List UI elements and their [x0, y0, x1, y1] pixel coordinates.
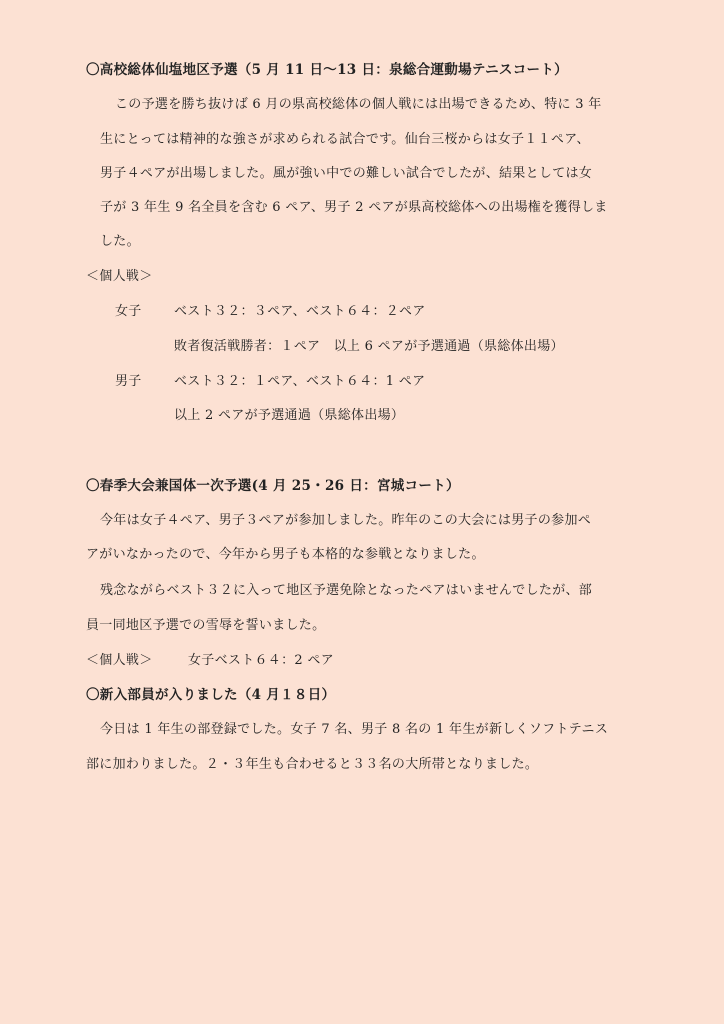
results-label: ＜個人戦＞	[86, 269, 153, 284]
paragraph-line: 生にとっては精神的な強さが求められる試合です。仙台三桜からは女子１１ペア、	[100, 132, 590, 147]
section-heading: 〇高校総体仙塩地区予選（5 月 11 日〜13 日：泉総合運動場テニスコート）	[86, 62, 568, 78]
paragraph-line: 男子４ペアが出場しました。風が強い中での難しい試合でしたが、結果としては女	[100, 166, 593, 181]
paragraph-line: アがいなかったので、今年から男子も本格的な参戦となりました。	[86, 547, 485, 562]
paragraph-line: 今年は女子４ペア、男子３ペアが参加しました。昨年のこの大会には男子の参加ペ	[100, 513, 592, 528]
results-group-label: 女子	[115, 304, 142, 319]
section-heading: 〇春季大会兼国体一次予選(4 月 25・26 日：宮城コート）	[86, 478, 460, 494]
results-line: 敗者復活戦勝者：１ペア 以上 6 ペアが予選通過（県総体出場）	[174, 339, 564, 354]
results-line: 女子ベスト６４：2 ペア	[188, 653, 335, 668]
results-line: ベスト３２：１ペア、ベスト６４：1 ペア	[174, 374, 426, 389]
results-label: ＜個人戦＞	[86, 653, 153, 668]
section-heading: 〇新入部員が入りました（4 月１８日）	[86, 687, 336, 703]
paragraph-line: この予選を勝ち抜けば 6 月の県高校総体の個人戦には出場できるため、特に 3 年	[115, 97, 602, 112]
paragraph-line: した。	[100, 234, 140, 249]
paragraph-line: 員一同地区予選での雪辱を誓いました。	[86, 618, 326, 633]
results-line: ベスト３２：３ペア、ベスト６４：２ペア	[174, 304, 426, 319]
results-line: 以上 2 ペアが予選通過（県総体出場）	[174, 408, 405, 423]
paragraph-line: 残念ながらベスト３２に入って地区予選免除となったペアはいませんでしたが、部	[100, 583, 593, 598]
paragraph-line: 部に加わりました。２・３年生も合わせると３３名の大所帯となりました。	[86, 757, 539, 772]
results-group-label: 男子	[115, 374, 142, 389]
paragraph-line: 今日は 1 年生の部登録でした。女子 7 名、男子 8 名の 1 年生が新しくソフトテニス	[100, 722, 609, 737]
paragraph-line: 子が 3 年生 9 名全員を含む 6 ペア、男子 2 ペアが県高校総体への出場権を獲得しま	[100, 200, 608, 215]
